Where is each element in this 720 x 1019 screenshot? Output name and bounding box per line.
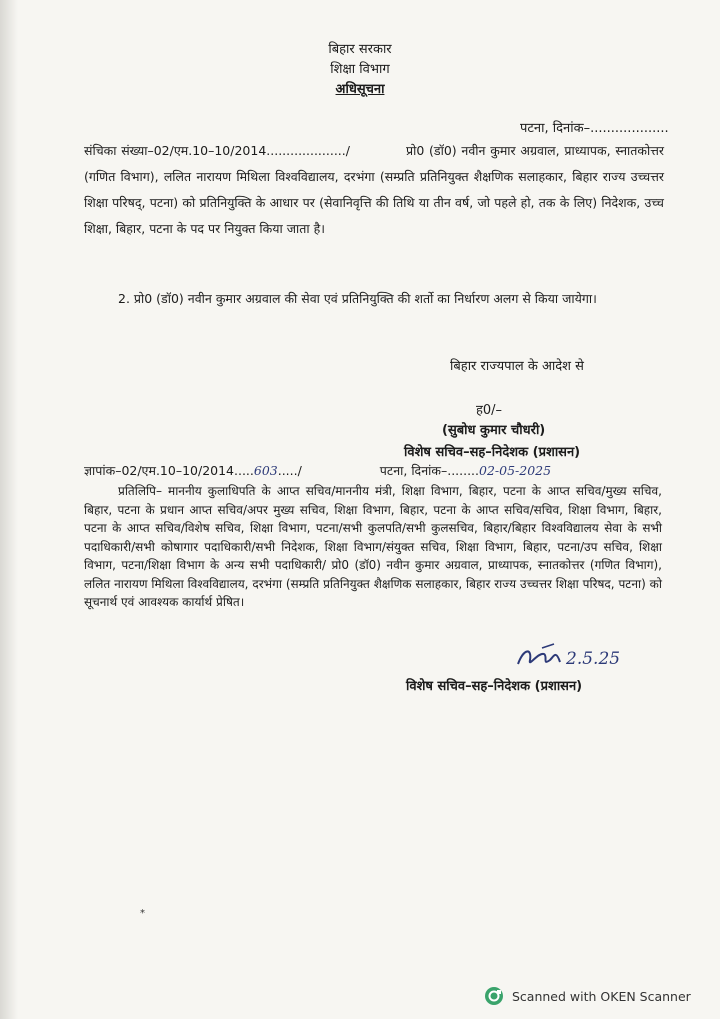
- memo-number: 603: [253, 463, 278, 478]
- paragraph-2-body: 2. प्रो0 (डॉ0) नवीन कुमार अग्रवाल की सेवा एवं प्रतिनियुक्ति की शर्तो का निर्धारण अलग से किया जायेगा।: [118, 291, 597, 306]
- scanner-logo-icon: [484, 986, 504, 1006]
- memo-prefix: ज्ञापांक–02/एम.10–10/2014.....: [84, 463, 254, 478]
- department-name: शिक्षा विभाग: [330, 62, 390, 77]
- paragraph-2: [84, 286, 664, 312]
- order-line: बिहार राज्यपाल के आदेश से: [450, 359, 584, 374]
- stray-mark: *: [140, 908, 145, 919]
- signatory-designation-2: विशेष सचिव–सह–निदेशक (प्रशासन): [406, 679, 583, 694]
- signatory-name: (सुबोध कुमार चौधरी): [442, 423, 546, 438]
- memo-place: पटना, दिनांक–........: [379, 463, 480, 478]
- signature-scribble-icon: [514, 640, 624, 674]
- copy-forwarding-text: [84, 482, 662, 612]
- copy-body: प्रतिलिपि– माननीय कुलाधिपति के आप्त सचिव/माननीय मंत्री, शिक्षा विभाग, बिहार, पटना के आप्त सचिव/मुख्य सचिव, बिहार, पटना के प्रधान आप्त सचिव/अपर मुख्य सचिव, शिक्षा विभाग, बिहार, पटना के आप्त सचिव/सचिव, शिक्षा विभाग, बिहार, पटना के आप्त सचिव/विशेष सचिव, शिक्षा विभाग, पटना/सभी कुलपति/सभी कुलसचिव, बिहार/बिहार विश्वविद्यालय सेवा के सभी पदाधिकारी/सभी कोषागार पदाधिकारी/सभी निदेशक, शिक्षा विभाग/संयुक्त सचिव, शिक्षा विभाग, बिहार, पटना/उप सचिव, शिक्षा विभाग, पटना/शिक्षा विभाग के अन्य सभी पदाधिकारी/ प्रो0 (डॉ0) नवीन कुमार अग्रवाल, प्राध्यापक, स्नातकोत्तर (गणित विभाग), ललित नारायण मिथिला विश्वविद्यालय, दरभंगा (सम्प्रति प्रतिनियुक्त शैक्षणिक सलाहकार, बिहार राज्य उच्चत्तर शिक्षा परिषद, पटना) को सूचनार्थ एवं आवश्यक कार्यार्थ प्रेषित।: [84, 484, 662, 609]
- place-date: पटना, दिनांक–...................: [520, 121, 669, 136]
- signature-date: 2.5.25: [566, 649, 621, 669]
- notification-title: अधिसूचना: [335, 82, 385, 97]
- memo-date: 02-05-2025: [479, 463, 552, 478]
- paragraph-1: [84, 138, 664, 242]
- file-number: संचिका संख्या–02/एम.10–10/2014..................../: [84, 143, 350, 158]
- scanner-watermark: [484, 986, 691, 1006]
- government-name: बिहार सरकार: [328, 42, 392, 57]
- scanner-label: Scanned with OKEN Scanner: [512, 988, 691, 1004]
- signatory-designation: विशेष सचिव–सह–निदेशक (प्रशासन): [404, 445, 581, 460]
- signed-mark: ह0/–: [476, 403, 503, 418]
- memo-number-line: [84, 462, 684, 479]
- paragraph-1-body: प्रो0 (डॉ0) नवीन कुमार अग्रवाल, प्राध्यापक, स्नातकोत्तर (गणित विभाग), ललित नारायण मिथिला विश्वविद्यालय, दरभंगा (सम्प्रति प्रतिनियुक्त शैक्षणिक सलाहकार, बिहार राज्य उच्चत्तर शिक्षा परिषद्, पटना) को प्रतिनियुक्ति के आधार पर (सेवानिवृत्ति की तिथि या तीन वर्ष, जो पहले हो, तक के लिए) निदेशक, उच्च शिक्षा, बिहार, पटना के पद पर नियुक्त किया जाता है।: [84, 143, 665, 236]
- scan-shadow: [0, 0, 18, 1019]
- handwritten-signature: [514, 640, 624, 674]
- memo-suffix: ...../: [277, 463, 302, 478]
- document-header: [0, 40, 720, 100]
